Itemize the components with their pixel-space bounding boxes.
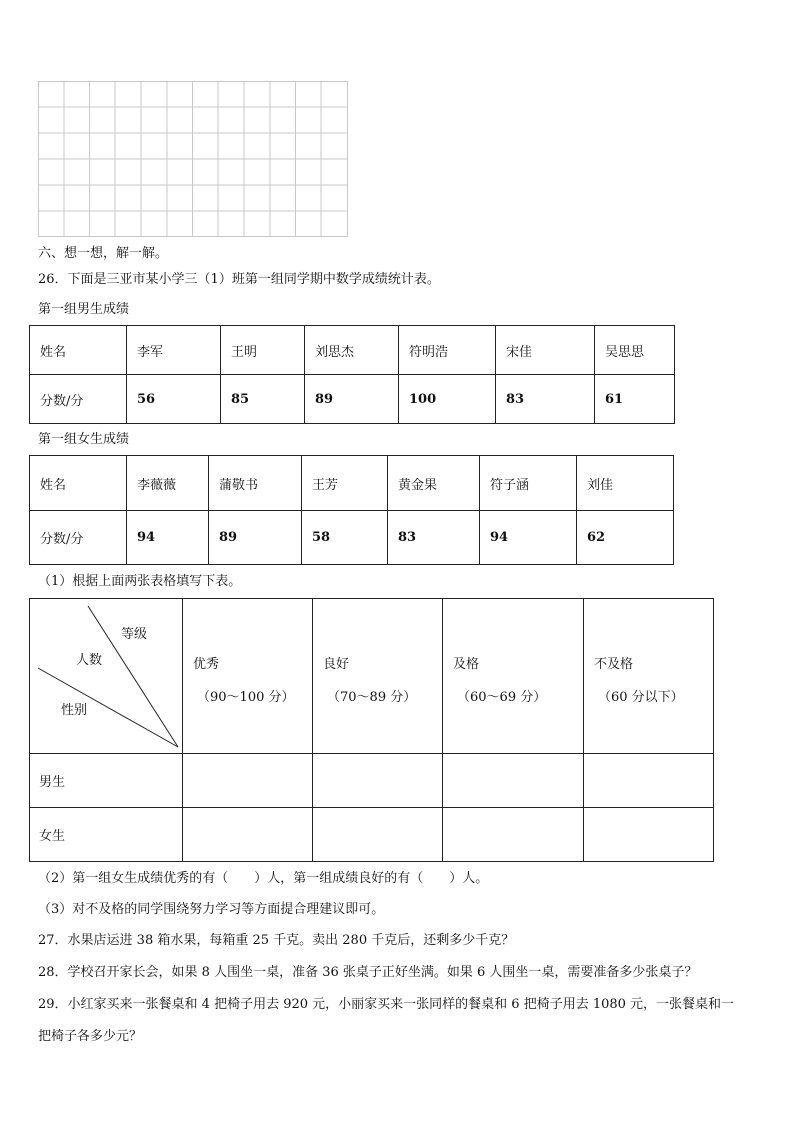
table-cell: 黄金果 <box>388 456 480 511</box>
table-cell: 王芳 <box>302 456 388 511</box>
table-cell: 刘佳 <box>577 456 674 511</box>
sub-question-3: （3）对不及格的同学围绕努力学习等方面提合理建议即可。 <box>38 902 385 917</box>
table-cell: 分数/分 <box>30 375 127 424</box>
diagonal-lines <box>30 599 182 753</box>
boys-table-label: 第一组男生成绩 <box>38 302 130 317</box>
writing-grid <box>38 81 347 236</box>
table-cell: 85 <box>221 375 305 424</box>
boys-score-table <box>29 325 675 424</box>
answer-cell[interactable] <box>313 808 443 862</box>
table-cell: 58 <box>302 511 388 565</box>
level-header-pass <box>443 599 584 754</box>
table-row <box>30 375 675 424</box>
table-row <box>30 808 714 862</box>
table-cell: 姓名 <box>30 456 127 511</box>
question-29-line-1: 29．小红家买来一张餐桌和 4 把椅子用去 920 元，小丽家买来一张同样的餐桌和 6 把椅子用去 1080 元，一张餐桌和一 <box>38 997 735 1012</box>
table-cell: 符明浩 <box>399 326 496 375</box>
table-cell: 符子涵 <box>480 456 577 511</box>
answer-cell[interactable] <box>584 808 714 862</box>
rating-table <box>29 598 714 862</box>
table-cell: 王明 <box>221 326 305 375</box>
level-header-good <box>313 599 443 754</box>
table-cell: 94 <box>480 511 577 565</box>
answer-cell[interactable] <box>443 754 584 808</box>
corner-label-gender: 性别 <box>61 703 88 718</box>
table-cell: 刘思杰 <box>305 326 399 375</box>
girls-table-label: 第一组女生成绩 <box>38 432 130 447</box>
table-row <box>30 511 674 565</box>
question-26-title: 26．下面是三亚市某小学三（1）班第一组同学期中数学成绩统计表。 <box>38 272 440 287</box>
table-cell: 蒲敬书 <box>209 456 302 511</box>
level-range: （90～100 分） <box>197 690 295 705</box>
row-label-girls: 女生 <box>30 808 183 862</box>
table-cell: 56 <box>127 375 221 424</box>
table-cell: 分数/分 <box>30 511 127 565</box>
table-cell: 89 <box>305 375 399 424</box>
corner-cell <box>30 599 183 754</box>
corner-label-level: 等级 <box>121 627 148 642</box>
answer-cell[interactable] <box>183 808 313 862</box>
row-label-boys: 男生 <box>30 754 183 808</box>
table-cell: 83 <box>496 375 595 424</box>
girls-score-table <box>29 455 674 565</box>
answer-cell[interactable] <box>443 808 584 862</box>
level-name: 不及格 <box>594 657 634 672</box>
table-cell: 61 <box>595 375 675 424</box>
table-cell: 100 <box>399 375 496 424</box>
table-cell: 吴思思 <box>595 326 675 375</box>
table-cell: 62 <box>577 511 674 565</box>
table-row <box>30 326 675 375</box>
question-28: 28．学校召开家长会，如果 8 人围坐一桌，准备 36 张桌子正好坐满。如果 6 人围坐一桌，需要准备多少张桌子？ <box>38 965 698 980</box>
table-cell: 李薇薇 <box>127 456 209 511</box>
level-header-fail <box>584 599 714 754</box>
sub-question-2: （2）第一组女生成绩优秀的有（ ）人，第一组成绩良好的有（ ）人。 <box>38 871 489 886</box>
table-cell: 李军 <box>127 326 221 375</box>
level-name: 优秀 <box>193 657 220 672</box>
section-heading: 六、想一想，解一解。 <box>38 246 169 261</box>
corner-label-count: 人数 <box>76 653 103 668</box>
level-header-excellent <box>183 599 313 754</box>
level-range: （60～69 分） <box>457 690 547 705</box>
table-cell: 姓名 <box>30 326 127 375</box>
table-cell: 宋佳 <box>496 326 595 375</box>
table-row <box>30 754 714 808</box>
table-cell: 94 <box>127 511 209 565</box>
question-27: 27．水果店运进 38 箱水果，每箱重 25 千克。卖出 280 千克后，还剩多少千克？ <box>38 933 515 948</box>
table-row <box>30 456 674 511</box>
level-range: （60 分以下） <box>598 690 684 705</box>
diagonal-header <box>30 599 182 753</box>
answer-cell[interactable] <box>183 754 313 808</box>
table-row <box>30 599 714 754</box>
level-range: （70～89 分） <box>327 690 417 705</box>
sub-question-1: （1）根据上面两张表格填写下表。 <box>38 574 242 589</box>
question-29-line-2: 把椅子各多少元？ <box>38 1029 143 1044</box>
level-name: 及格 <box>453 657 480 672</box>
level-name: 良好 <box>323 657 350 672</box>
answer-cell[interactable] <box>313 754 443 808</box>
table-cell: 89 <box>209 511 302 565</box>
answer-cell[interactable] <box>584 754 714 808</box>
table-cell: 83 <box>388 511 480 565</box>
